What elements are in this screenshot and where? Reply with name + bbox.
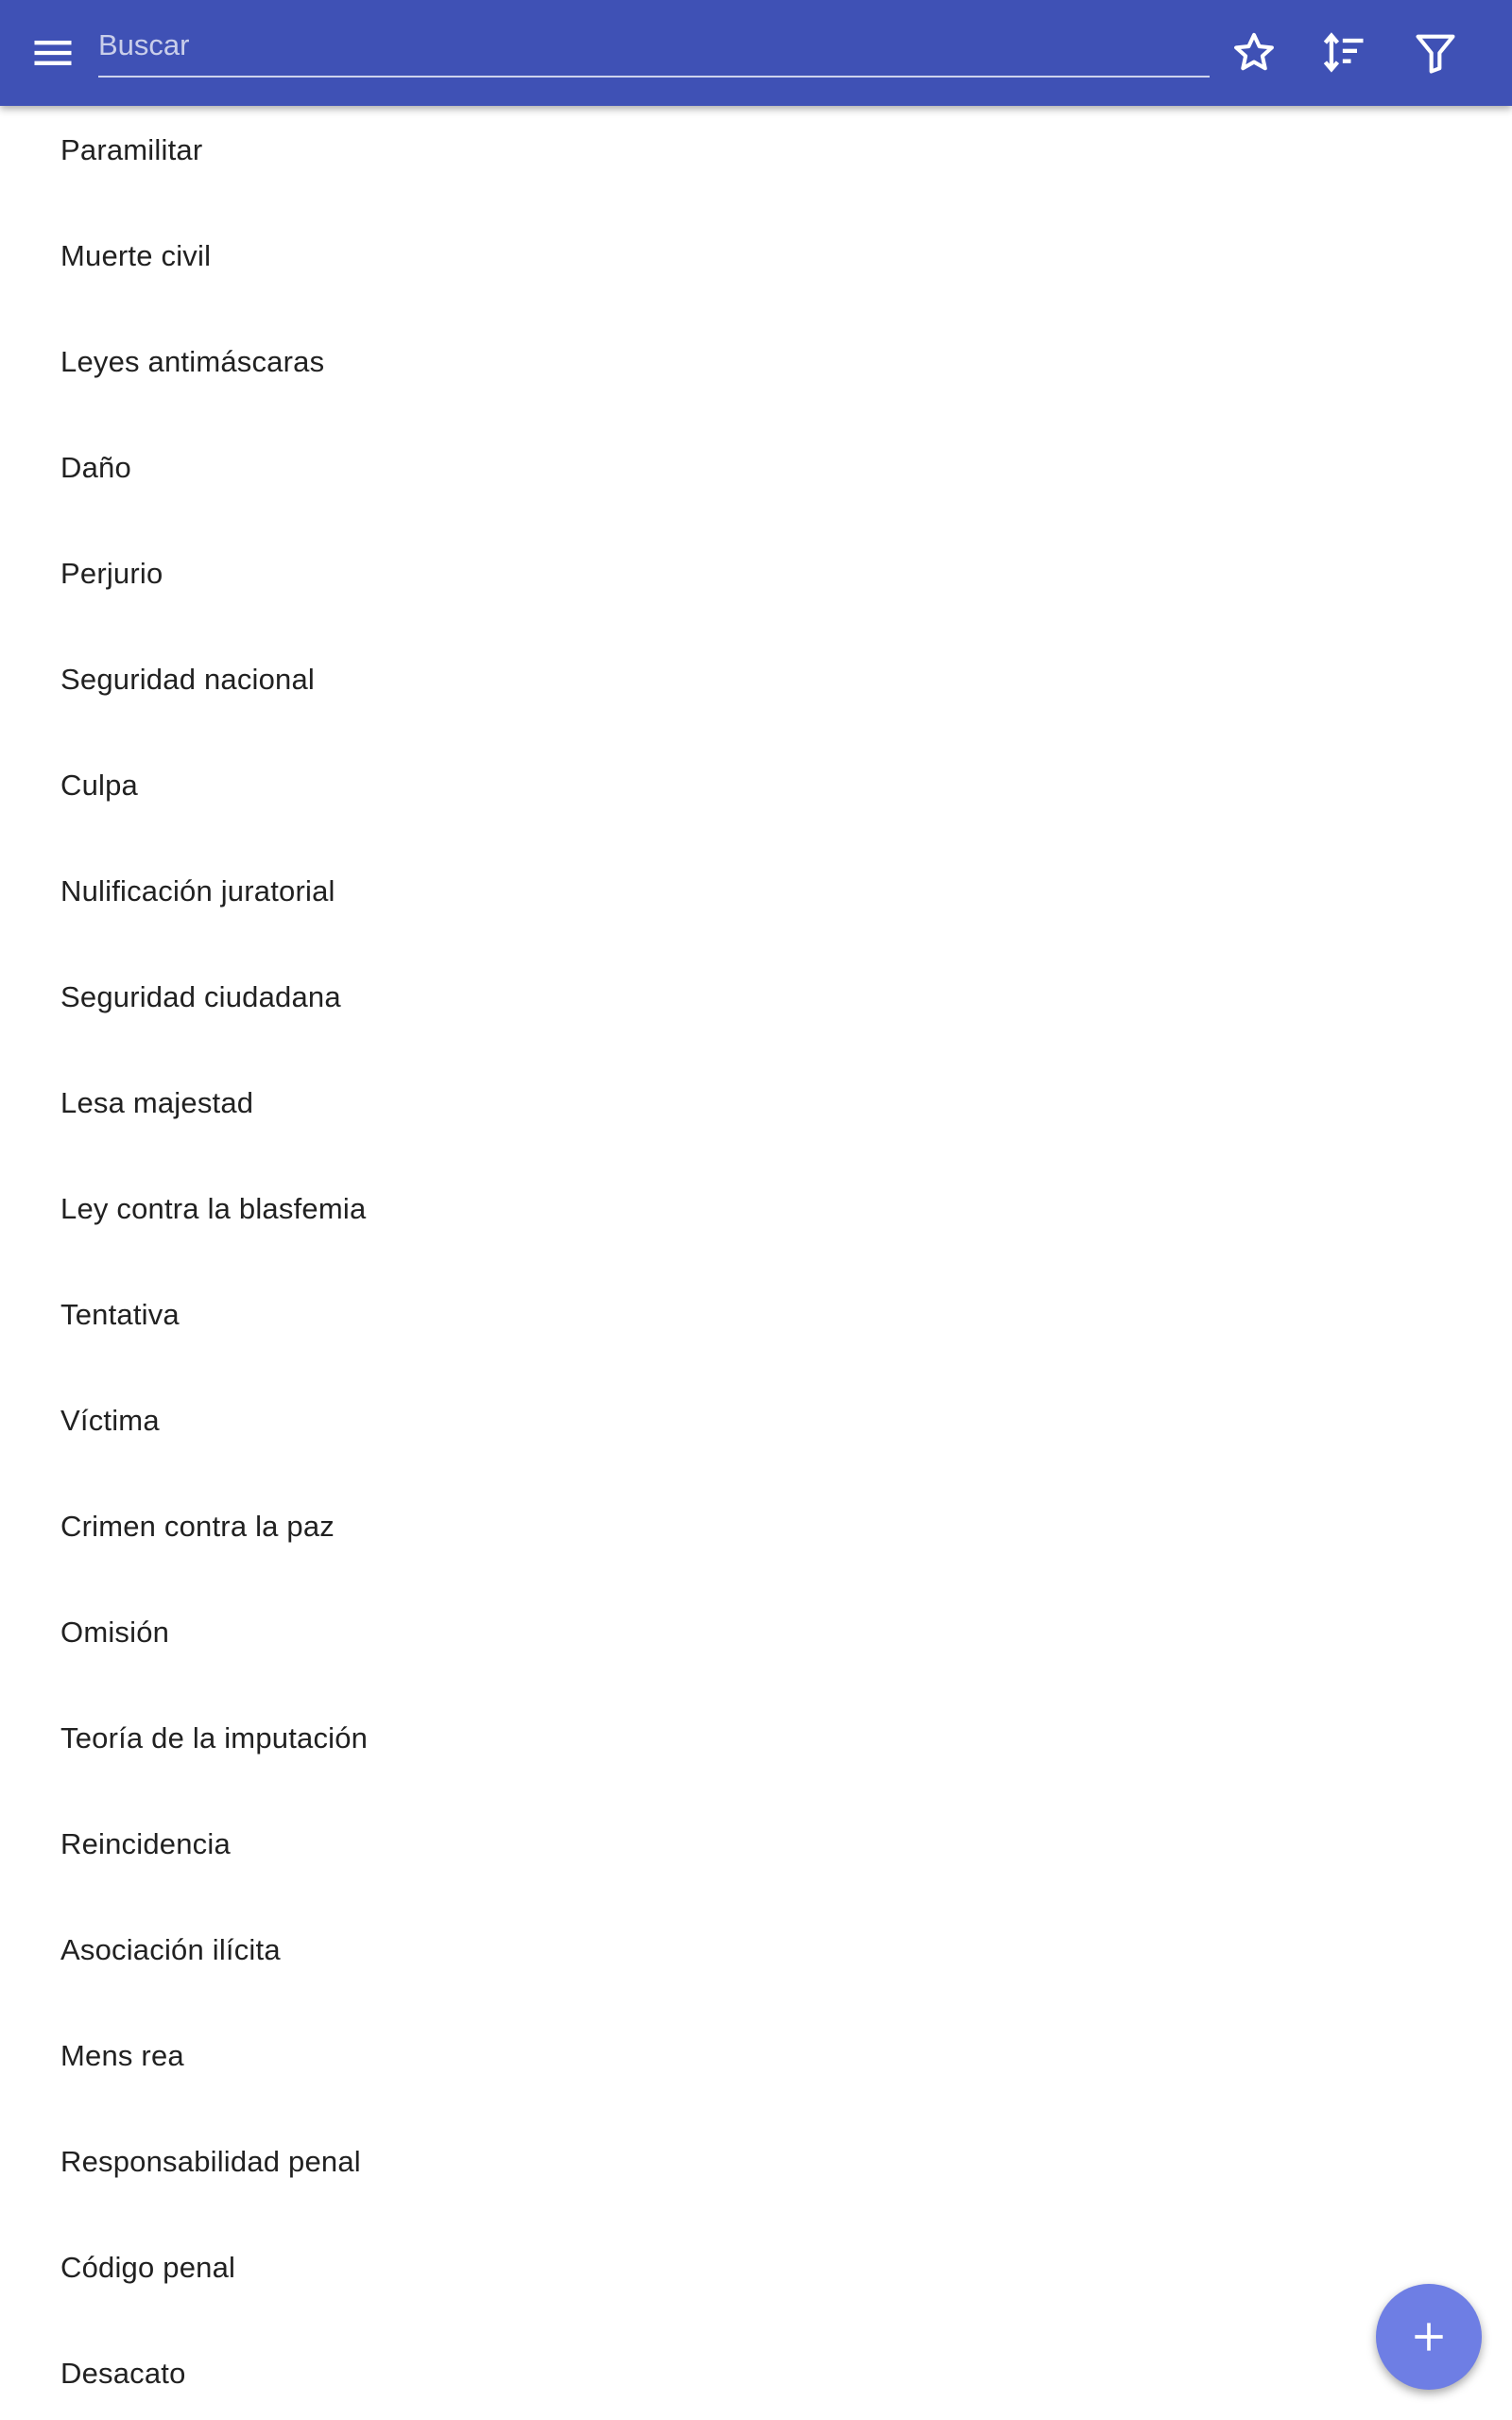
term-list <box>0 97 1512 2420</box>
list-item-label: Muerte civil <box>60 239 212 272</box>
sort-icon <box>1320 28 1369 78</box>
search-field <box>98 17 1210 78</box>
menu-icon <box>28 28 77 78</box>
list-item[interactable] <box>0 627 1512 733</box>
list-item-label: Paramilitar <box>60 133 203 166</box>
list-item-label: Perjurio <box>60 557 163 590</box>
search-input[interactable] <box>98 17 1210 74</box>
list-item-label: Asociación ilícita <box>60 1933 281 1966</box>
list-item-label: Código penal <box>60 2251 236 2284</box>
list-item-label: Reincidencia <box>60 1827 231 1860</box>
list-item-label: Omisión <box>60 1616 170 1649</box>
list-item[interactable] <box>0 1685 1512 1791</box>
list-item[interactable] <box>0 521 1512 627</box>
list-item-label: Tentativa <box>60 1298 180 1331</box>
list-item-label: Leyes antimáscaras <box>60 345 325 378</box>
list-item[interactable] <box>0 1262 1512 1368</box>
list-item[interactable] <box>0 1050 1512 1156</box>
sort-button[interactable] <box>1299 8 1390 98</box>
menu-button[interactable] <box>8 8 98 98</box>
list-item[interactable] <box>0 1897 1512 2003</box>
add-button[interactable] <box>1376 2284 1482 2390</box>
list-item-label: Seguridad ciudadana <box>60 980 341 1013</box>
filter-button[interactable] <box>1390 8 1481 98</box>
list-item[interactable] <box>0 838 1512 944</box>
list-item[interactable] <box>0 2215 1512 2321</box>
list-item[interactable] <box>0 1474 1512 1580</box>
list-item-label: Nulificación juratorial <box>60 874 335 908</box>
top-app-bar <box>0 0 1512 106</box>
list-item[interactable] <box>0 2003 1512 2109</box>
list-item[interactable] <box>0 733 1512 838</box>
list-item[interactable] <box>0 1368 1512 1474</box>
plus-icon <box>1408 2316 1450 2358</box>
list-item-label: Culpa <box>60 769 138 802</box>
list-item-label: Desacato <box>60 2357 186 2390</box>
list-item-label: Ley contra la blasfemia <box>60 1192 367 1225</box>
list-item-label: Teoría de la imputación <box>60 1721 369 1754</box>
list-item-label: Lesa majestad <box>60 1086 254 1119</box>
list-item-label: Víctima <box>60 1404 160 1437</box>
list-item[interactable] <box>0 309 1512 415</box>
list-item-label: Mens rea <box>60 2039 184 2072</box>
list-item[interactable] <box>0 97 1512 203</box>
list-item[interactable] <box>0 944 1512 1050</box>
list-item[interactable] <box>0 1791 1512 1897</box>
list-item-label: Seguridad nacional <box>60 663 316 696</box>
list-item-label: Daño <box>60 451 131 484</box>
list-item-label: Responsabilidad penal <box>60 2145 361 2178</box>
favorites-button[interactable] <box>1209 8 1299 98</box>
list-item[interactable] <box>0 2321 1512 2420</box>
list-item-label: Crimen contra la paz <box>60 1510 335 1543</box>
list-item[interactable] <box>0 2109 1512 2215</box>
list-item[interactable] <box>0 415 1512 521</box>
star-outline-icon <box>1229 28 1279 78</box>
list-item[interactable] <box>0 203 1512 309</box>
filter-icon <box>1411 28 1460 78</box>
list-item[interactable] <box>0 1156 1512 1262</box>
list-item[interactable] <box>0 1580 1512 1685</box>
